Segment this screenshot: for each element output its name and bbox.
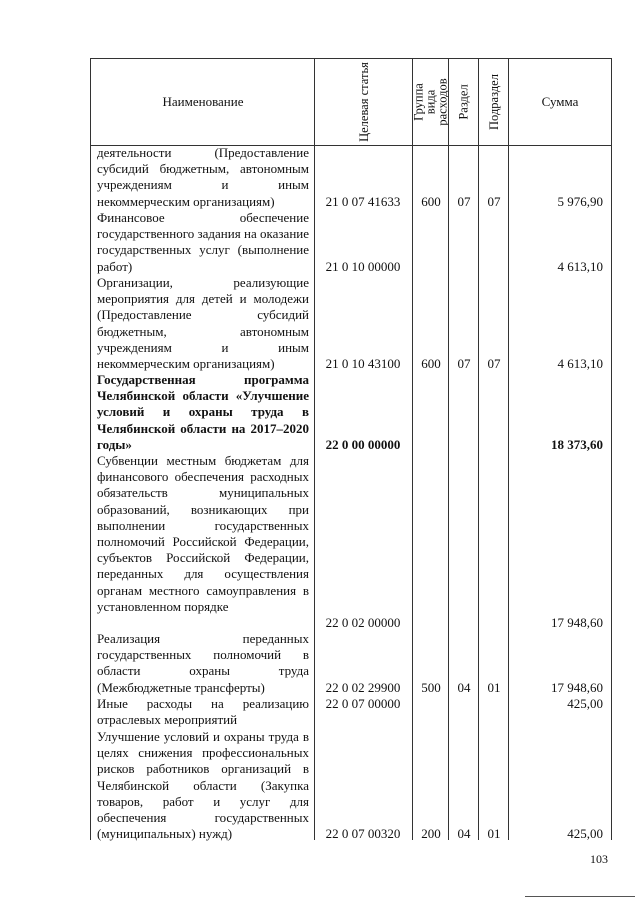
row-name: Финансовое обеспечение государственного задания на оказание государственных услуг (выполнение работ) [97,210,309,274]
row-razdel: 04 [457,680,471,695]
table-row [91,729,611,842]
row-name: Улучшение условий и охраны труда в целях снижения профессиональных рисков работников организаций в Челябинской области (Закупка товаров, работ и услуг для обеспечения государственных (муниципальных) нужд) [97,729,309,842]
row-name: Реализация переданных государственных полномочий в области охраны труда (Межбюджетные трансферты) [97,631,309,695]
row-sum: 4 613,10 [557,259,603,274]
row-group: 500 [421,680,441,695]
row-podrazdel: 07 [487,356,501,371]
row-name: деятельности (Предоставление субсидий бюджетным, автономным учреждениям и иным некоммерческим организациям) [97,145,309,209]
row-name: Субвенции местным бюджетам для финансового обеспечения расходных обязательств муниципальных образований, возникающих при выполнении государственных полномочий Российской Федерации, субъектов Российской Федерации, переданных для осуществления органам местного самоуправления в установленном порядке [97,453,309,614]
row-podrazdel: 01 [487,680,501,695]
table-row [91,453,611,631]
row-name: Организации, реализующие мероприятия для детей и молодежи (Предоставление субсидий бюджетным, автономным учреждениям и иным некоммерческим организациям) [97,275,309,372]
header-group [413,59,449,145]
row-group: 600 [421,194,441,209]
header-name [91,59,315,145]
row-razdel: 07 [457,194,471,209]
row-name: Государственная программа Челябинской области «Улучшение условий и охраны труда в Челябинской области на 2017–2020 годы» [97,372,309,452]
row-podrazdel: 07 [487,194,501,209]
row-razdel: 04 [457,826,471,841]
row-sum: 425,00 [567,826,603,841]
row-podrazdel: 01 [487,826,501,841]
header-name-text: Наименование [162,94,244,109]
header-code-text: Целевая статья [357,62,371,142]
table-row [91,145,611,210]
row-code: 21 0 10 43100 [325,356,401,371]
table-row [91,631,611,696]
row-sum: 4 613,10 [557,356,603,371]
row-sum: 425,00 [567,696,603,711]
table-row [91,275,611,372]
table-row [91,372,611,453]
table-row [91,696,611,729]
header-sum-text: Сумма [541,94,579,109]
row-group: 600 [421,356,441,371]
header-razdel-text: Раздел [457,84,472,120]
row-sum: 17 948,60 [551,680,603,695]
footer-rule [525,896,635,897]
row-group: 200 [421,826,441,841]
row-razdel: 07 [457,356,471,371]
row-name: Иные расходы на реализацию отраслевых мероприятий [97,696,309,728]
row-code: 22 0 07 00000 [325,696,401,711]
row-code: 22 0 07 00320 [325,826,401,841]
header-group-text: Группа вида расходов [412,78,451,126]
row-code: 21 0 10 00000 [325,259,401,274]
header-code [315,59,413,145]
table-header [91,58,611,146]
header-razdel [449,59,479,145]
table-row [91,210,611,275]
budget-table [90,58,612,840]
page-number: 103 [590,852,608,866]
row-sum: 5 976,90 [557,194,603,209]
row-code: 21 0 07 41633 [325,194,401,209]
row-code: 22 0 02 00000 [325,615,401,630]
header-podrazdel-text: Подраздел [487,74,501,130]
row-sum: 17 948,60 [551,615,603,630]
row-sum: 18 373,60 [551,437,603,452]
header-sum [509,59,611,145]
row-code: 22 0 02 29900 [325,680,401,695]
row-code: 22 0 00 00000 [325,437,401,452]
header-podrazdel [479,59,509,145]
